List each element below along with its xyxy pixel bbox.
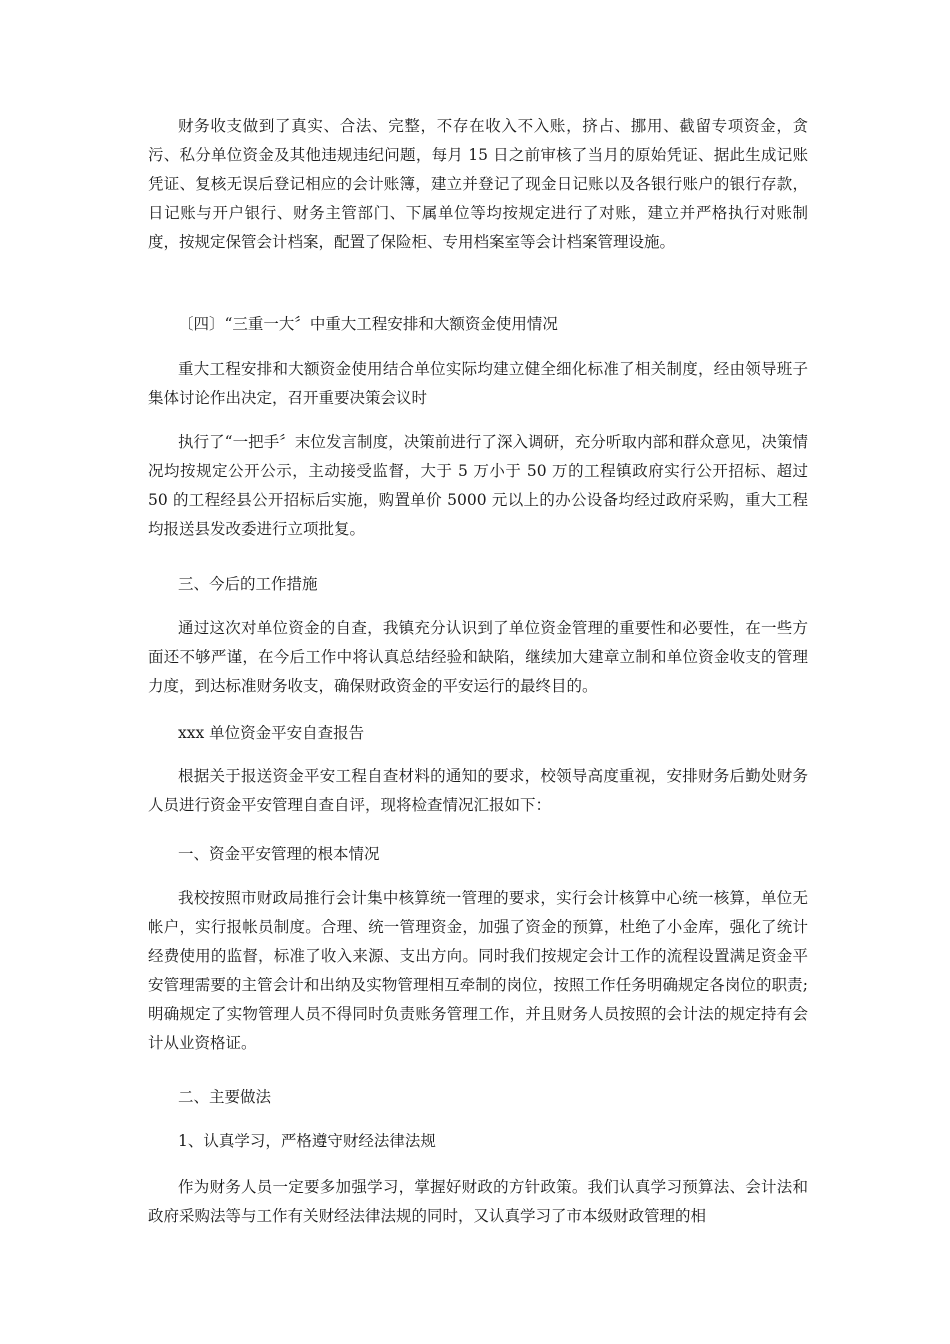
heading-basic-situation: 一、资金平安管理的根本情况 (178, 845, 380, 863)
heading-report-title: xxx 单位资金平安自查报告 (178, 724, 365, 742)
heading-study-laws: 1、认真学习，严格遵守财经法律法规 (178, 1132, 436, 1150)
heading-main-practices: 二、主要做法 (178, 1088, 272, 1106)
paragraph-accounting-management: 我校按照市财政局推行会计集中核算统一管理的要求，实行会计核算中心统一核算，单位无帐户，实行报帐员制度。合理、统一管理资金，加强了资金的预算，杜绝了小金库，强化了统计经费使用的监督，标准了收入来源、支出方向。同时我们按规定会计工作的流程设置满足资金平安管理需要的主管会计和出纳及实物管理相互牵制的岗位，按照工作任务明确规定各岗位的职责;明确规定了实物管理人员不得同时负责账务管理工作，并且财务人员按照的会计法的规定持有会计从业资格证。 (148, 889, 808, 1052)
paragraph-major-projects: 重大工程安排和大额资金使用结合单位实际均建立健全细化标准了相关制度，经由领导班子集体讨论作出决定，召开重要决策会议时 (148, 360, 808, 407)
heading-section-four: 〔四〕“三重一大〞中重大工程安排和大额资金使用情况 (178, 315, 558, 333)
paragraph-study-details: 作为财务人员一定要多加强学习，掌握好财政的方针政策。我们认真学习预算法、会计法和政府采购法等与工作有关财经法律法规的同时，又认真学习了市本级财政管理的相 (148, 1178, 808, 1225)
paragraph-decision-process: 执行了“一把手〞末位发言制度，决策前进行了深入调研，充分听取内部和群众意见，决策情况均按规定公开公示，主动接受监督，大于 5 万小于 50 万的工程镇政府实行公开招标、超过 50 的工程经县公开招标后实施，购置单价 5000 元以上的办公设备均经过政府采购，重大工程均报送县发改委进行立项批复。 (148, 433, 808, 538)
paragraph-report-intro: 根据关于报送资金平安工程自查材料的通知的要求，校领导高度重视，安排财务后勤处财务人员进行资金平安管理自查自评，现将检查情况汇报如下： (148, 767, 808, 814)
paragraph-finance-compliance: 财务收支做到了真实、合法、完整，不存在收入不入账，挤占、挪用、截留专项资金，贪污、私分单位资金及其他违规违纪问题，每月 15 日之前审核了当月的原始凭证、据此生成记账凭证、复核无误后登记相应的会计账簿，建立并登记了现金日记账以及各银行账户的银行存款，日记账与开户银行、财务主管部门、下属单位等均按规定进行了对账，建立并严格执行对账制度，按规定保管会计档案，配置了保险柜、专用档案室等会计档案管理设施。 (148, 117, 808, 251)
paragraph-self-check-summary: 通过这次对单位资金的自查，我镇充分认识到了单位资金管理的重要性和必要性，在一些方面还不够严谨，在今后工作中将认真总结经验和缺陷，继续加大建章立制和单位资金收支的管理力度，到达标准财务收支，确保财政资金的平安运行的最终目的。 (148, 619, 808, 695)
heading-future-measures: 三、今后的工作措施 (178, 575, 318, 593)
